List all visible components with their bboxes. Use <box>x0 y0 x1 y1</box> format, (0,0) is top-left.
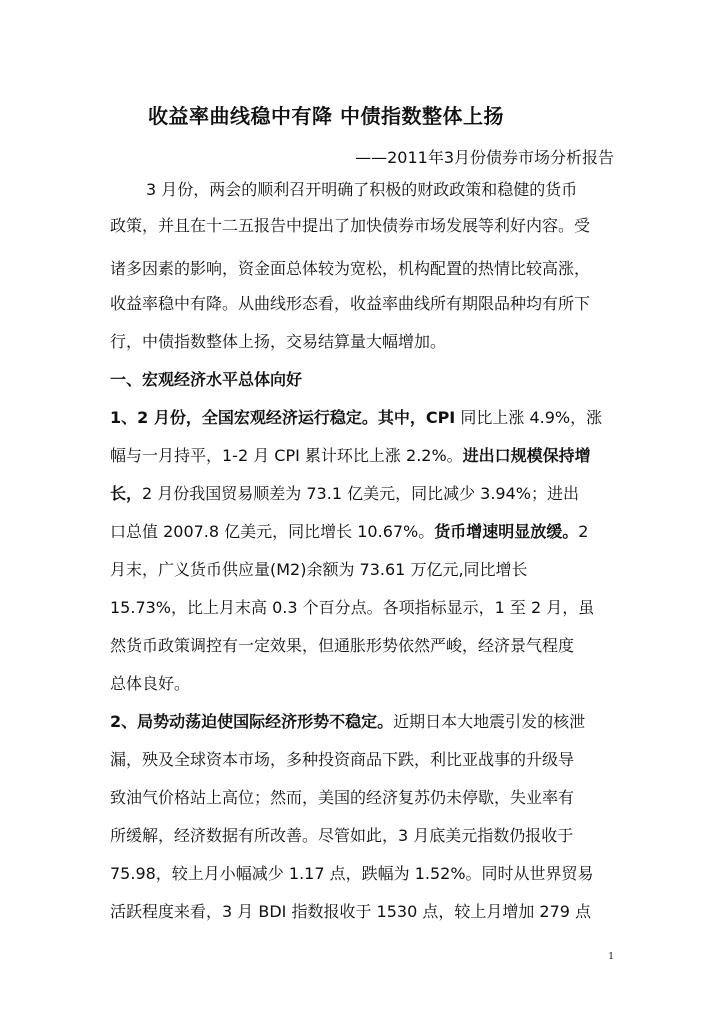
para2-line-2: 漏，殃及全球资本市场，多种投资商品下跌，利比亚战事的升级导 <box>110 750 575 769</box>
intro-line-2: 政策，并且在十二五报告中提出了加快债券市场发展等利好内容。受 <box>110 216 591 235</box>
para2-line-3: 致油气价格站上高位；然而，美国的经济复苏仍未停歇，失业率有 <box>110 788 575 807</box>
para1-line-1-rest: 同比上涨 4.9%，涨 <box>455 408 603 427</box>
para1-line-4-bold: 货币增速明显放缓。 <box>434 522 579 541</box>
para1-line-3 <box>110 484 579 504</box>
para1-line-1 <box>110 408 602 428</box>
para1-line-4-pre: 口总值 2007.8 亿美元，同比增长 10.67%。 <box>110 522 435 541</box>
para2-line-1 <box>110 712 585 732</box>
para2-line-5: 75.98，较上月小幅减少 1.17 点，跌幅为 1.52%。同时从世界贸易 <box>110 864 594 883</box>
para2-line-4: 所缓解，经济数据有所改善。尽管如此，3 月底美元指数仍报收于 <box>110 826 574 845</box>
para1-line-2-pre: 幅与一月持平，1-2 月 CPI 累计环比上涨 2.2%。 <box>110 446 463 465</box>
intro-line-4: 收益率稳中有降。从曲线形态看，收益率曲线所有期限品种均有所下 <box>110 294 591 313</box>
para1-line-1-bold: 1、2 月份，全国宏观经济运行稳定。其中，CPI <box>110 408 456 427</box>
para1-line-8: 总体良好。 <box>110 674 191 693</box>
para1-line-2-bold: 进出口规模保持增 <box>462 446 591 465</box>
intro-line-1: 3 月份，两会的顺利召开明确了积极的财政政策和稳健的货币 <box>146 180 578 199</box>
para1-line-7: 然货币政策调控有一定效果，但通胀形势依然严峻，经济景气程度 <box>110 636 575 655</box>
para2-line-6: 活跃程度来看，3 月 BDI 指数报收于 1530 点，较上月增加 279 点 <box>110 902 592 921</box>
intro-line-5: 行，中债指数整体上扬，交易结算量大幅增加。 <box>110 332 447 351</box>
para2-line-1-bold: 2、局势动荡迫使国际经济形势不稳定。 <box>110 712 394 731</box>
document-title: 收益率曲线稳中有降 中债指数整体上扬 <box>148 104 504 128</box>
para1-line-2 <box>110 446 591 466</box>
document-subtitle: ——2011年3月份债券市场分析报告 <box>355 148 614 167</box>
section1-heading: 一、宏观经济水平总体向好 <box>110 370 303 389</box>
para1-line-4 <box>110 522 588 542</box>
para1-line-4-post: 2 <box>578 522 589 541</box>
page-number: 1 <box>608 952 614 962</box>
intro-line-3: 诸多因素的影响，资金面总体较为宽松，机构配置的热情比较高涨， <box>110 259 591 278</box>
para1-line-3-rest: 2 月份我国贸易顺差为 73.1 亿美元，同比减少 3.94%；进出 <box>142 484 579 503</box>
para1-line-5: 月末，广义货币供应量(M2)余额为 73.61 万亿元,同比增长 <box>110 560 528 579</box>
para2-line-1-rest: 近期日本大地震引发的核泄 <box>393 712 586 731</box>
para1-line-3-bold: 长， <box>110 484 143 503</box>
para1-line-6: 15.73%，比上月末高 0.3 个百分点。各项指标显示，1 至 2 月，虽 <box>110 598 595 617</box>
